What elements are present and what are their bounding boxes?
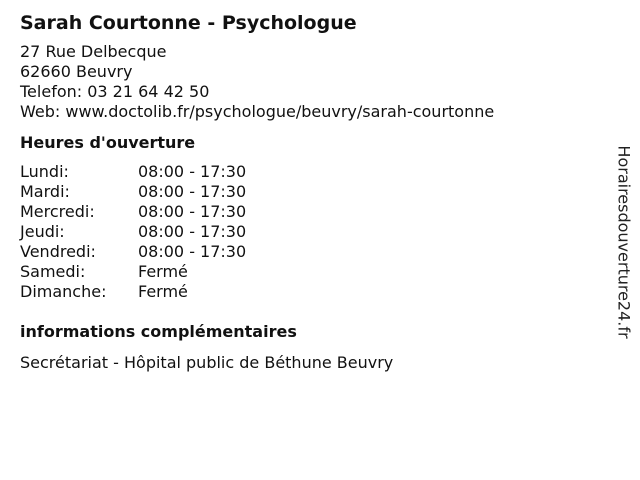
hours-row-samedi xyxy=(20,262,600,282)
time-value: 08:00 - 17:30 xyxy=(138,242,247,261)
website: Web: www.doctolib.fr/psychologue/beuvry/sarah-courtonne xyxy=(20,102,495,121)
day-label: Mercredi: xyxy=(20,202,95,221)
additional-info-text: Secrétariat - Hôpital public de Béthune Beuvry xyxy=(20,353,394,372)
day-label: Jeudi: xyxy=(20,222,65,241)
site-watermark: Horairesdouverture24.fr xyxy=(614,145,634,339)
time-value: 08:00 - 17:30 xyxy=(138,222,247,241)
day-label: Mardi: xyxy=(20,182,70,201)
day-label: Lundi: xyxy=(20,162,69,181)
street-address: 27 Rue Delbecque xyxy=(20,42,167,61)
additional-info-heading: informations complémentaires xyxy=(20,322,297,341)
day-label: Dimanche: xyxy=(20,282,107,301)
hours-row-lundi xyxy=(20,162,600,182)
day-label: Samedi: xyxy=(20,262,86,281)
hours-row-mardi xyxy=(20,182,600,202)
time-value: 08:00 - 17:30 xyxy=(138,182,247,201)
opening-hours-table xyxy=(20,162,600,302)
page-title: Sarah Courtonne - Psychologue xyxy=(20,12,357,34)
phone-number: Telefon: 03 21 64 42 50 xyxy=(20,82,210,101)
hours-row-jeudi xyxy=(20,222,600,242)
address-block xyxy=(20,42,600,122)
hours-row-dimanche xyxy=(20,282,600,302)
day-label: Vendredi: xyxy=(20,242,96,261)
time-value: 08:00 - 17:30 xyxy=(138,202,247,221)
time-value: 08:00 - 17:30 xyxy=(138,162,247,181)
time-value: Fermé xyxy=(138,282,188,301)
listing-card xyxy=(20,10,600,373)
city-postcode: 62660 Beuvry xyxy=(20,62,133,81)
time-value: Fermé xyxy=(138,262,188,281)
hours-row-vendredi xyxy=(20,242,600,262)
opening-hours-heading: Heures d'ouverture xyxy=(20,133,196,152)
hours-row-mercredi xyxy=(20,202,600,222)
